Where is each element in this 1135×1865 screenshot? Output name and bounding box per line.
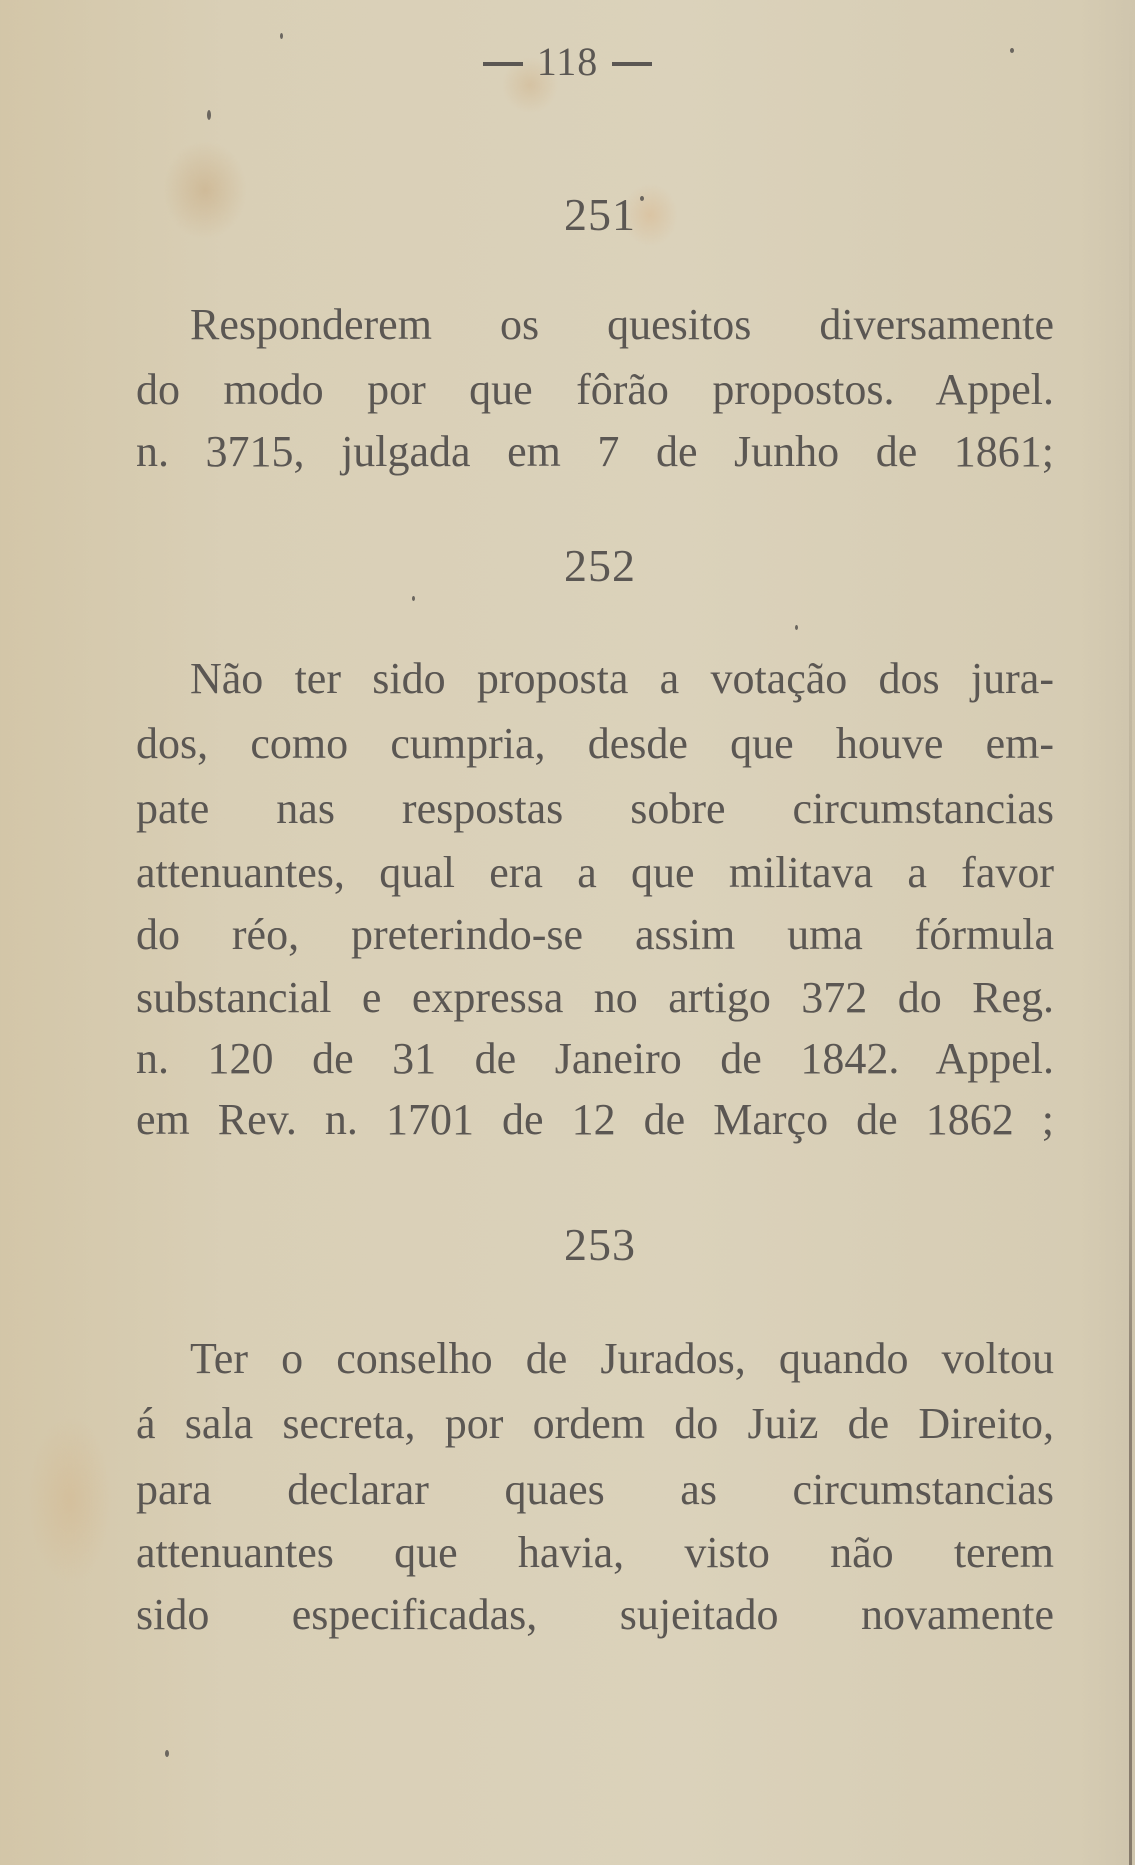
paragraph-line: Responderem os quesitos diversamente [190,300,1054,349]
paragraph-line: attenuantes que havia, visto não terem [136,1528,1054,1577]
paragraph-line: sido especificadas, sujeitado novamente [136,1590,1054,1639]
page-number-text: 118 [536,39,599,84]
ink-speck [207,110,211,120]
paragraph-line: n. 120 de 31 de Janeiro de 1842. Appel. [136,1034,1054,1083]
paragraph-line: do modo por que fôrão propostos. Appel. [136,365,1054,414]
page-edge [1129,0,1132,1865]
paragraph-line: Ter o conselho de Jurados, quando voltou [190,1334,1054,1383]
ink-speck [412,596,415,601]
ink-speck [640,196,644,201]
dash-left [483,62,523,66]
ink-speck [165,1750,169,1757]
paragraph-line: attenuantes, qual era a que militava a favor [136,848,1054,897]
paragraph-line: substancial e expressa no artigo 372 do Reg. [136,973,1054,1022]
section-number-253: 253 [564,1219,636,1270]
paragraph-line: n. 3715, julgada em 7 de Junho de 1861; [136,427,1054,476]
paragraph-line: em Rev. n. 1701 de 12 de Março de 1862 ; [136,1095,1054,1144]
section-number-251: 251 [564,189,636,240]
page-number [0,39,1135,84]
paragraph-line: Não ter sido proposta a votação dos jura- [190,654,1054,703]
paragraph-line: dos, como cumpria, desde que houve em- [136,719,1054,768]
paragraph-line: do réo, preterindo-se assim uma fórmula [136,910,1054,959]
ink-speck [280,33,283,39]
section-number-252: 252 [564,540,636,591]
ink-speck [795,625,798,630]
paragraph-line: á sala secreta, por ordem do Juiz de Direito, [136,1399,1054,1448]
dash-right [612,62,652,66]
paragraph-line: para declarar quaes as circumstancias [136,1465,1054,1514]
ink-speck [1010,48,1014,53]
paragraph-line: pate nas respostas sobre circumstancias [136,784,1054,833]
